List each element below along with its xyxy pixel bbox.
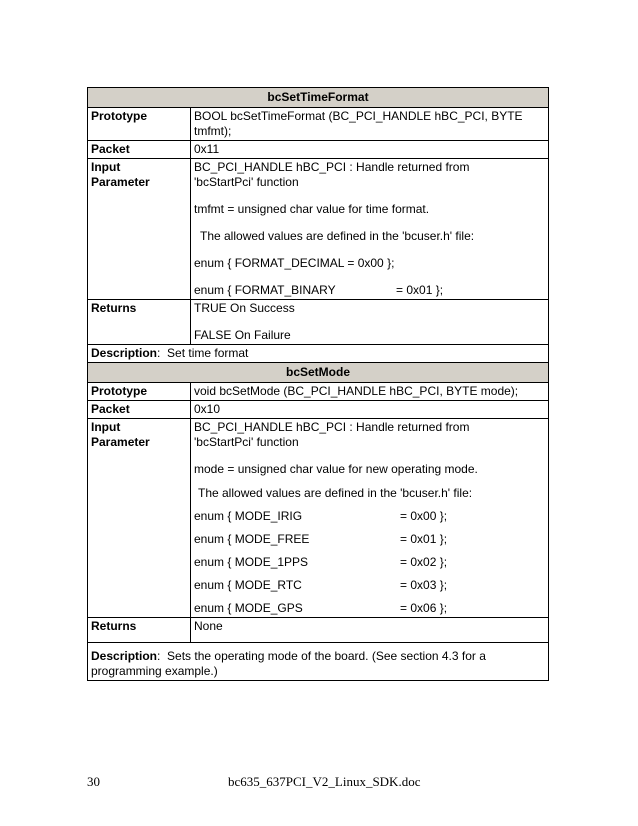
section-title: bcSetMode xyxy=(88,363,549,383)
description-cell: Description: Sets the operating mode of the board. (See section 4.3 for a programming example.) xyxy=(88,643,549,681)
param-line: tmfmt = unsigned char value for time format. xyxy=(194,202,430,216)
returns-value xyxy=(191,300,549,345)
description-text: Sets the operating mode of the board. (See section 4.3 for a programming example.) xyxy=(91,649,486,678)
parameter-label-line: Parameter xyxy=(91,175,150,189)
returns-label: Returns xyxy=(88,300,191,345)
param-line: enum { FORMAT_DECIMAL = 0x00 }; xyxy=(194,256,395,270)
description-row xyxy=(88,643,549,681)
enum-value: = 0x01 }; xyxy=(396,283,444,297)
prototype-value: void bcSetMode (BC_PCI_HANDLE hBC_PCI, BYTE mode); xyxy=(191,383,549,401)
returns-value: None xyxy=(191,618,549,643)
prototype-row xyxy=(88,383,549,401)
param-line: mode = unsigned char value for new operating mode. xyxy=(194,462,478,476)
description-row xyxy=(88,345,549,363)
returns-line: FALSE On Failure xyxy=(194,328,291,342)
returns-row xyxy=(88,618,549,643)
input-label-line: Input xyxy=(91,160,121,174)
enum-value: = 0x01 }; xyxy=(400,532,448,546)
enum-name: enum { FORMAT_BINARY xyxy=(194,283,336,297)
prototype-label: Prototype xyxy=(88,108,191,141)
enum-line xyxy=(194,283,545,298)
param-line: The allowed values are defined in the 'bcuser.h' file: xyxy=(200,229,475,243)
input-parameter-value xyxy=(191,159,549,300)
packet-value: 0x11 xyxy=(191,141,549,159)
param-line: 'bcStartPci' function xyxy=(194,175,299,189)
description-cell: Description: Set time format xyxy=(88,345,549,363)
input-parameter-label xyxy=(88,419,191,618)
input-label-line: Input xyxy=(91,420,121,434)
prototype-row xyxy=(88,108,549,141)
api-reference-table xyxy=(87,87,549,681)
returns-label: Returns xyxy=(88,618,191,643)
returns-line: TRUE On Success xyxy=(194,301,295,315)
enum-value: = 0x00 }; xyxy=(400,509,448,523)
enum-line xyxy=(194,509,545,524)
input-parameter-row xyxy=(88,159,549,300)
enum-value: = 0x02 }; xyxy=(400,555,448,569)
packet-value: 0x10 xyxy=(191,401,549,419)
section-header-setmode xyxy=(88,363,549,383)
enum-line xyxy=(194,555,545,570)
returns-row xyxy=(88,300,549,345)
param-line: The allowed values are defined in the 'bcuser.h' file: xyxy=(198,486,473,500)
enum-value: = 0x03 }; xyxy=(400,578,448,592)
footer-filename: bc635_637PCI_V2_Linux_SDK.doc xyxy=(228,774,421,789)
enum-line xyxy=(194,578,545,593)
enum-name: enum { MODE_FREE xyxy=(194,532,310,546)
prototype-value: BOOL bcSetTimeFormat (BC_PCI_HANDLE hBC_PCI, BYTE tmfmt); xyxy=(191,108,549,141)
description-label: Description xyxy=(91,346,158,360)
packet-row xyxy=(88,401,549,419)
enum-line xyxy=(194,601,545,616)
enum-line xyxy=(194,532,545,547)
description-text: Set time format xyxy=(167,346,249,360)
packet-label: Packet xyxy=(88,401,191,419)
enum-name: enum { MODE_1PPS xyxy=(194,555,309,569)
page-number: 30 xyxy=(87,774,100,789)
input-parameter-label xyxy=(88,159,191,300)
enum-name: enum { MODE_IRIG xyxy=(194,509,303,523)
packet-label: Packet xyxy=(88,141,191,159)
enum-value: = 0x06 }; xyxy=(400,601,448,615)
input-parameter-row xyxy=(88,419,549,618)
packet-row xyxy=(88,141,549,159)
parameter-label-line: Parameter xyxy=(91,435,150,449)
input-parameter-value xyxy=(191,419,549,618)
param-line: BC_PCI_HANDLE hBC_PCI : Handle returned from xyxy=(194,160,470,174)
section-header-settimeformat xyxy=(88,88,549,108)
param-line: BC_PCI_HANDLE hBC_PCI : Handle returned from xyxy=(194,420,470,434)
param-line: 'bcStartPci' function xyxy=(194,435,299,449)
enum-name: enum { MODE_RTC xyxy=(194,578,302,592)
prototype-label: Prototype xyxy=(88,383,191,401)
section-title: bcSetTimeFormat xyxy=(88,88,549,108)
enum-name: enum { MODE_GPS xyxy=(194,601,303,615)
description-label: Description xyxy=(91,649,158,663)
